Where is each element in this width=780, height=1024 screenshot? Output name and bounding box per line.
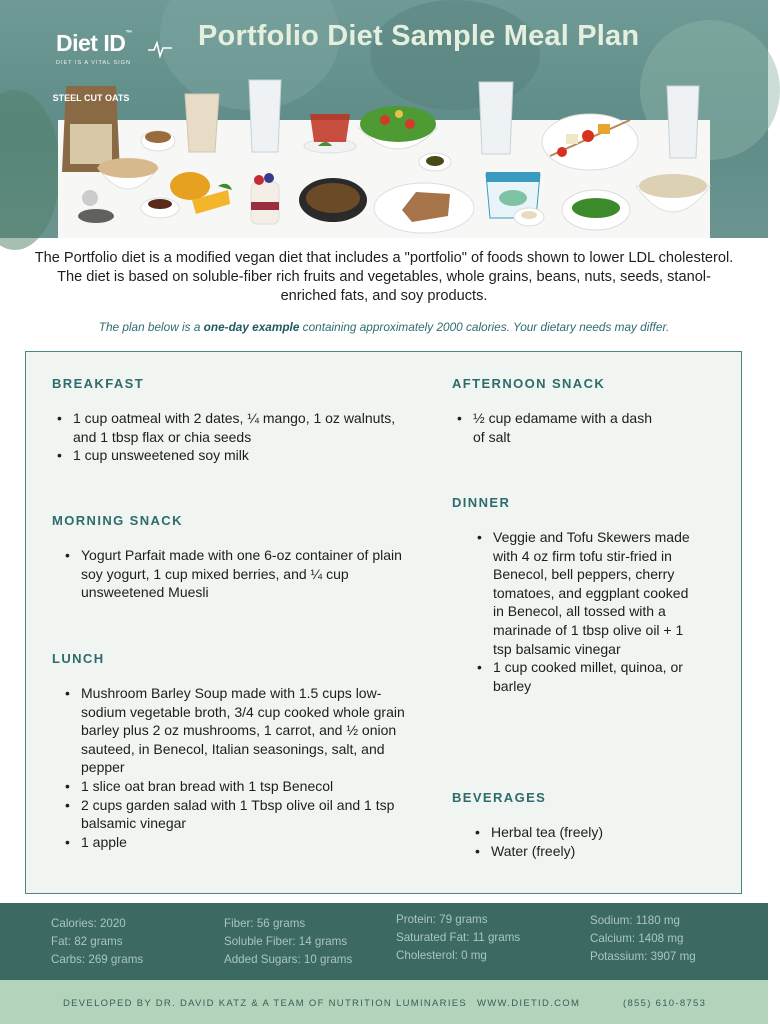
svg-text:STEEL CUT OATS: STEEL CUT OATS: [52, 93, 130, 103]
walnuts-bowl-image: [140, 125, 176, 153]
nutrition-fiber: Fiber: 56 grams: [224, 917, 306, 930]
afternoon-snack-section: [452, 376, 702, 446]
tofu-skewers-plate-image: [540, 106, 640, 172]
dietid-logo: Diet ID™ DIET IS A VITAL SIGN: [56, 30, 132, 66]
calorie-note: The plan below is a one-day example containing approximately 2000 calories. Your dietary needs may differ.: [98, 320, 670, 334]
nutrition-facts-bar: [0, 903, 768, 980]
nutrition-cholesterol: Cholesterol: 0 mg: [396, 949, 487, 962]
nutrition-column-2: [224, 915, 352, 969]
list-item: • Mushroom Barley Soup made with 1.5 cups low-sodium vegetable broth, 3/4 cup cooked whole grain barley plus 2 oz mushrooms, 1 carrot, and ½ onion sauteed, in Benecol, Italian seasonings, salt, and pepper: [60, 684, 412, 777]
herbal-tea-cup-image: [302, 106, 358, 156]
morning-snack-heading: MORNING SNACK: [52, 513, 183, 528]
beverages-section: [452, 790, 702, 860]
mushroom-barley-soup-image: [297, 176, 369, 226]
afternoon-snack-heading: AFTERNOON SNACK: [452, 376, 606, 391]
list-item: • 1 cup oatmeal with 2 dates, ¼ mango, 1 oz walnuts, and 1 tbsp flax or chia seeds: [52, 409, 412, 446]
afternoon-snack-list: [452, 409, 662, 446]
breakfast-list: [52, 409, 412, 465]
water-glass-image: [665, 84, 701, 160]
water-glass-image: [477, 80, 515, 156]
intro-paragraph: The Portfolio diet is a modified vegan diet that includes a "portfolio" of foods shown to lower LDL cholesterol. The diet is based on soluble-fiber rich fruits and vegetables, whole grains, beans, nuts, seeds, stanol-enriched fats, and soy products.: [34, 250, 734, 304]
nutrition-column-1: [51, 915, 143, 969]
chia-seeds-image: [72, 188, 116, 224]
lunch-list: [60, 684, 412, 851]
oat-bran-bread-plate-image: [372, 180, 476, 236]
morning-snack-section: [52, 513, 412, 602]
list-item: • Herbal tea (freely): [470, 823, 702, 842]
yogurt-parfait-image: [247, 172, 283, 228]
list-item: • ½ cup edamame with a dash of salt: [452, 409, 662, 446]
soy-milk-glass-image: [183, 92, 221, 154]
list-item: • 1 slice oat bran bread with 1 tsp Benecol: [60, 777, 412, 796]
list-item: • Water (freely): [470, 842, 702, 861]
list-item: • Veggie and Tofu Skewers made with 4 oz firm tofu stir-fried in Benecol, bell peppers, cherry tomatoes, and eggplant cooked in Benecol, all tossed with a marinade of 1 tbsp olive oil + 1 tsp balsamic vinegar: [472, 528, 692, 658]
footer-credit: DEVELOPED BY DR. DAVID KATZ & A TEAM OF NUTRITION LUMINARIES: [63, 998, 468, 1009]
list-item: • Yogurt Parfait made with one 6-oz container of plain soy yogurt, 1 cup mixed berries, and ¼ cup unsweetened Muesli: [60, 546, 412, 602]
footer-bar: [0, 980, 768, 1024]
nutrition-calories: Calories: 2020: [51, 917, 126, 930]
dinner-heading: DINNER: [452, 495, 511, 510]
list-item: • 1 cup cooked millet, quinoa, or barley: [472, 658, 692, 695]
nutrition-fat: Fat: 82 grams: [51, 935, 123, 948]
list-item: • 1 cup unsweetened soy milk: [52, 446, 412, 465]
list-item: • 1 apple: [60, 833, 412, 852]
beverages-list: [470, 823, 702, 860]
lunch-section: [52, 651, 412, 851]
nutrition-potassium: Potassium: 3907 mg: [590, 950, 696, 963]
nutrition-carbs: Carbs: 269 grams: [51, 953, 144, 966]
background-herb-decoration: [0, 90, 60, 250]
morning-snack-list: [60, 546, 412, 602]
nutrition-protein: Protein: 79 grams: [396, 913, 488, 926]
quinoa-bowl-image: [634, 168, 712, 226]
footer-website-link[interactable]: WWW.DIETID.COM: [477, 998, 581, 1009]
nutrition-sodium: Sodium: 1180 mg: [590, 914, 681, 927]
nutrition-saturated-fat: Saturated Fat: 11 grams: [396, 931, 521, 944]
edamame-bowl-image: [560, 188, 632, 232]
dinner-section: [452, 495, 702, 695]
page-title: Portfolio Diet Sample Meal Plan: [198, 20, 640, 52]
nutrition-soluble-fiber: Soluble Fiber: 14 grams: [224, 935, 348, 948]
water-glass-image: [247, 78, 283, 154]
lunch-heading: LUNCH: [52, 651, 105, 666]
olive-oil-dish-image: [418, 150, 452, 172]
list-item: • 2 cups garden salad with 1 Tbsp olive oil and 1 tsp balsamic vinegar: [60, 796, 412, 833]
beverages-heading: BEVERAGES: [452, 790, 547, 805]
nutrition-calcium: Calcium: 1408 mg: [590, 932, 684, 945]
mango-image: [168, 170, 234, 216]
dinner-list: [472, 528, 692, 695]
breakfast-heading: BREAKFAST: [52, 376, 145, 391]
nutrition-added-sugars: Added Sugars: 10 grams: [224, 953, 353, 966]
breakfast-section: [52, 376, 412, 465]
salt-dish-image: [512, 205, 546, 229]
header-banner: [0, 0, 768, 238]
nutrition-column-3: [396, 911, 520, 965]
nutrition-column-4: [590, 912, 696, 966]
heartbeat-icon: [148, 40, 172, 58]
footer-phone: (855) 610-8753: [623, 998, 707, 1009]
meal-plan-box: [25, 351, 742, 894]
